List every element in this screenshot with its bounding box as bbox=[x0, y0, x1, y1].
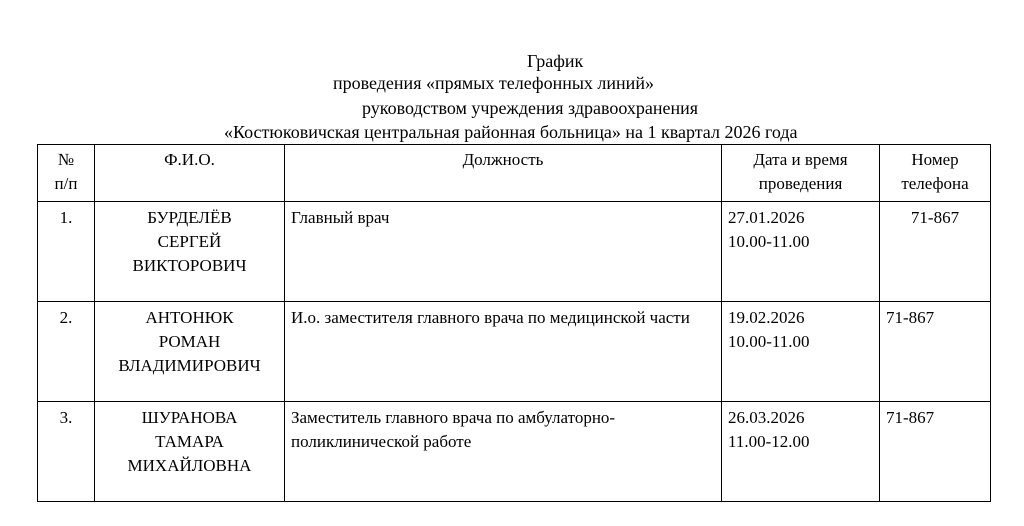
schedule-table bbox=[37, 144, 991, 502]
row-phone: 71-867 bbox=[880, 302, 991, 402]
header-name: Ф.И.О. bbox=[95, 145, 285, 202]
header-phone-line-1: Номер bbox=[911, 150, 959, 169]
header-date-line-2: проведения bbox=[758, 174, 843, 193]
header-number-line-1: № bbox=[57, 150, 75, 169]
first-name: СЕРГЕЙ bbox=[157, 232, 222, 251]
row-date: 26.03.2026 bbox=[728, 408, 805, 427]
table-row bbox=[38, 202, 991, 302]
document-title: График bbox=[527, 51, 584, 71]
row-date-time bbox=[722, 202, 880, 302]
row-position: Главный врач bbox=[285, 202, 722, 302]
surname: ШУРАНОВА bbox=[141, 408, 238, 427]
first-name: РОМАН bbox=[158, 332, 221, 351]
header-phone-line-2: телефона bbox=[901, 174, 969, 193]
table-body bbox=[38, 202, 991, 502]
first-name: ТАМАРА bbox=[155, 432, 224, 451]
row-phone: 71-867 bbox=[880, 402, 991, 502]
row-date-time bbox=[722, 402, 880, 502]
row-date: 27.01.2026 bbox=[728, 208, 805, 227]
patronymic: ВЛАДИМИРОВИЧ bbox=[118, 356, 261, 375]
document-subtitle-line-1: проведения «прямых телефонных линий» bbox=[333, 73, 654, 93]
row-time: 10.00-11.00 bbox=[728, 332, 810, 351]
header-position: Должность bbox=[285, 145, 722, 202]
patronymic: ВИКТОРОВИЧ bbox=[132, 256, 247, 275]
row-full-name bbox=[95, 302, 285, 402]
surname: БУРДЕЛЁВ bbox=[147, 208, 232, 227]
row-position: И.о. заместителя главного врача по медицинской части bbox=[285, 302, 722, 402]
table-row bbox=[38, 402, 991, 502]
row-number: 1. bbox=[38, 202, 95, 302]
patronymic: МИХАЙЛОВНА bbox=[127, 456, 252, 475]
document-subtitle-line-2: руководством учреждения здравоохранения bbox=[362, 98, 699, 118]
header-number bbox=[38, 145, 95, 202]
row-number: 3. bbox=[38, 402, 95, 502]
row-time: 11.00-12.00 bbox=[728, 432, 810, 451]
header-date bbox=[722, 145, 880, 202]
row-position: Заместитель главного врача по амбулаторно-поликлинической работе bbox=[285, 402, 722, 502]
row-date: 19.02.2026 bbox=[728, 308, 805, 327]
row-date-time bbox=[722, 302, 880, 402]
header-number-line-2: п/п bbox=[54, 174, 78, 193]
header-phone bbox=[880, 145, 991, 202]
surname: АНТОНЮК bbox=[145, 308, 234, 327]
table-row bbox=[38, 302, 991, 402]
row-number: 2. bbox=[38, 302, 95, 402]
row-full-name bbox=[95, 402, 285, 502]
header-date-line-1: Дата и время bbox=[753, 150, 848, 169]
row-time: 10.00-11.00 bbox=[728, 232, 810, 251]
row-full-name bbox=[95, 202, 285, 302]
table-header bbox=[38, 145, 991, 202]
row-phone: 71-867 bbox=[880, 202, 991, 302]
header-row bbox=[38, 145, 991, 202]
document-subtitle-line-3: «Костюковичская центральная районная больница» на 1 квартал 2026 года bbox=[224, 122, 798, 142]
